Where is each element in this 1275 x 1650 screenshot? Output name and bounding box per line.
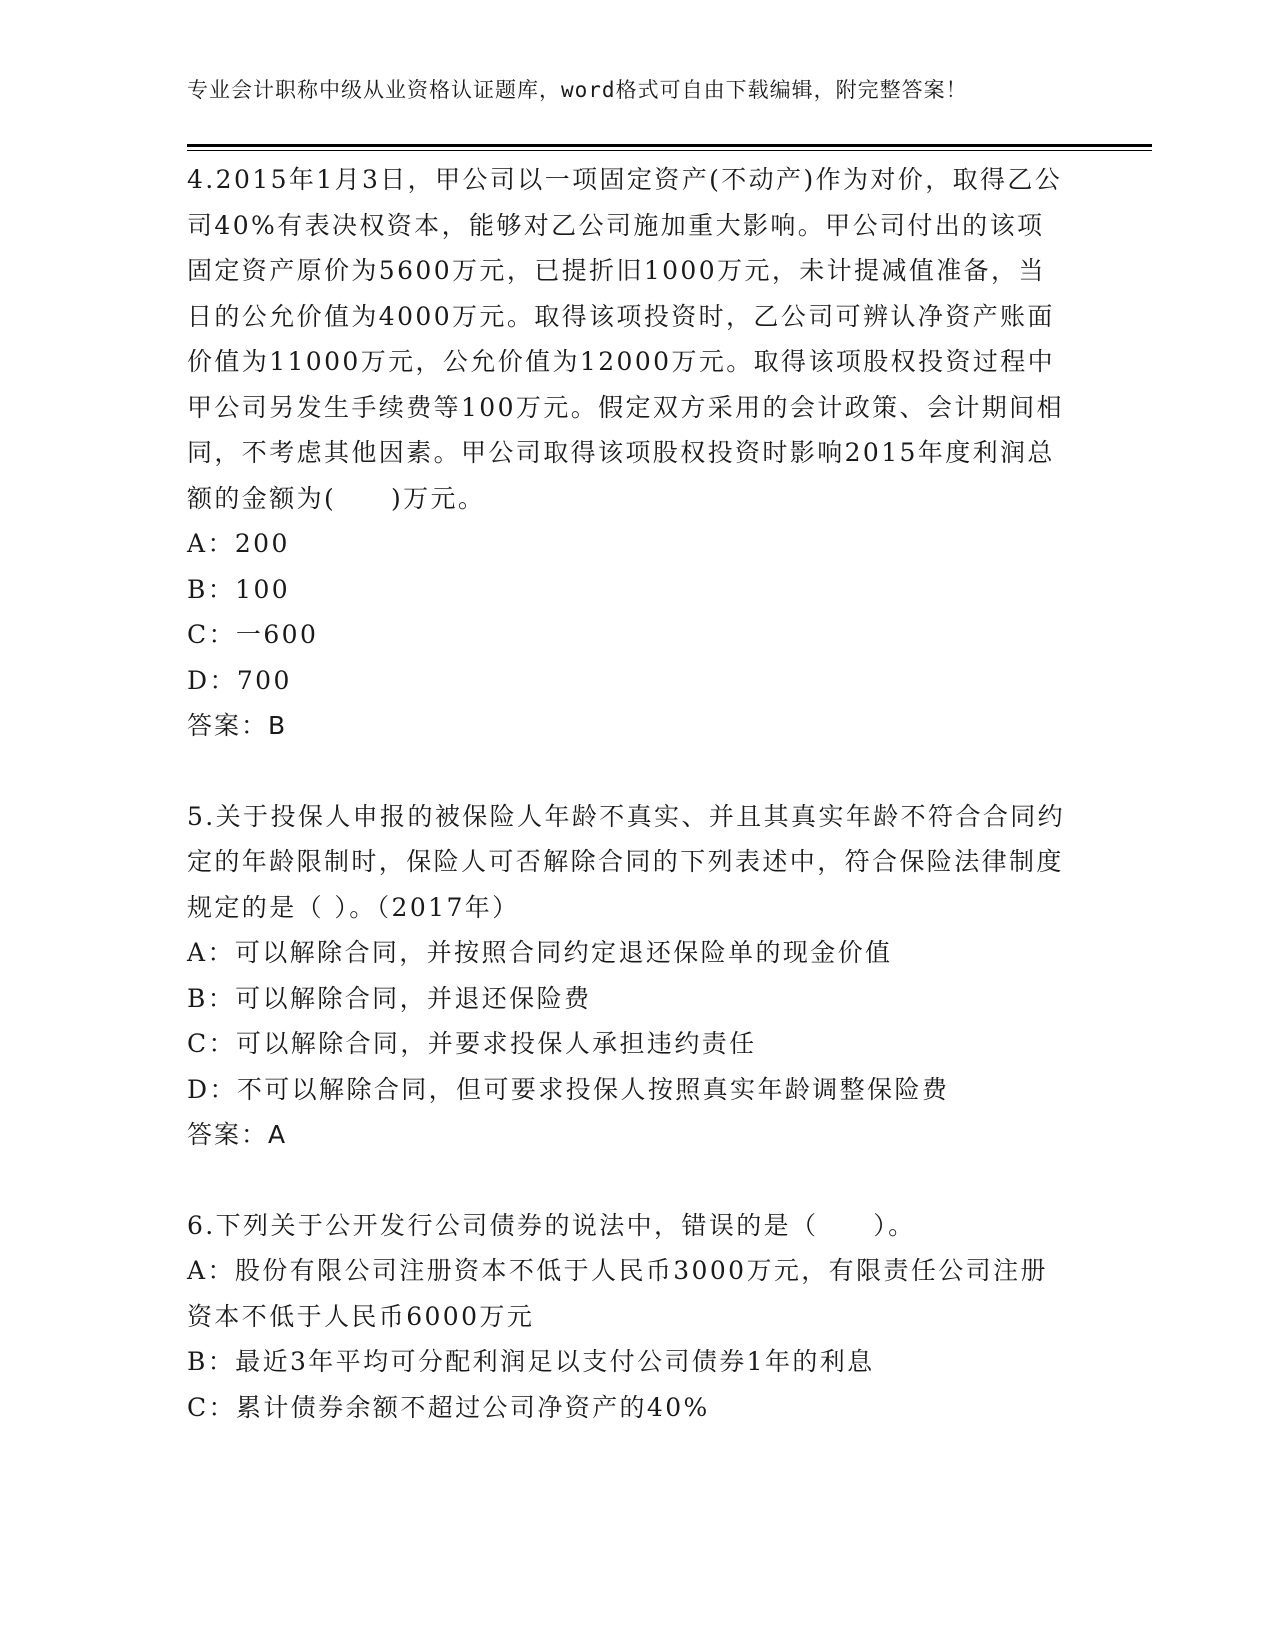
answer-line: 答案：B	[187, 711, 288, 740]
question-stem: 6.下列关于公开发行公司债券的说法中，错误的是（ ）。	[187, 1210, 916, 1240]
option-a: A：股份有限公司注册资本不低于人民币3000万元，有限责任公司注册资本不低于人民币6000万元	[187, 1256, 1048, 1331]
question-4	[187, 157, 1067, 749]
option-d: D：不可以解除合同，但可要求投保人按照真实年龄调整保险费	[187, 1074, 950, 1104]
header-rule-thin	[187, 150, 1152, 151]
question-list	[187, 157, 1067, 1430]
question-stem: 5.关于投保人申报的被保险人年龄不真实、并且其真实年龄不符合合同约定的年龄限制时，保险人可否解除合同的下列表述中，符合保险法律制度规定的是（ ）。（2017年）	[187, 801, 1066, 922]
page-header: 专业会计职称中级从业资格认证题库，word格式可自由下载编辑，附完整答案！	[187, 78, 968, 102]
option-b: B：最近3年平均可分配利润足以支付公司债券1年的利息	[187, 1347, 875, 1376]
question-6	[187, 1203, 1067, 1431]
option-d: D：700	[187, 665, 292, 695]
option-c: C：一600	[187, 620, 319, 649]
option-b: B：100	[187, 574, 291, 604]
question-stem: 4.2015年1月3日，甲公司以一项固定资产(不动产)作为对价，取得乙公司40%有表决权资本，能够对乙公司施加重大影响。甲公司付出的该项固定资产原价为5600万元，已提折旧1000万元，未计提减值准备，当日的公允价值为4000万元。取得该项投资时，乙公司可辨认净资产账面价值为11000万元，公允价值为12000万元。取得该项股权投资过程中甲公司另发生手续费等100万元。假定双方采用的会计政策、会计期间相同，不考虑其他因素。甲公司取得该项股权投资时影响2015年度利润总额的金额为( )万元。	[187, 165, 1064, 513]
option-c: C：可以解除合同，并要求投保人承担违约责任	[187, 1029, 757, 1058]
option-c: C：累计债券余额不超过公司净资产的40%	[187, 1392, 710, 1422]
question-spacer	[187, 749, 1067, 794]
option-b: B：可以解除合同，并退还保险费	[187, 983, 592, 1013]
header-rule-thick	[187, 144, 1152, 147]
option-a: A：可以解除合同，并按照合同约定退还保险单的现金价值	[187, 938, 893, 967]
question-spacer	[187, 1158, 1067, 1203]
answer-line: 答案：A	[187, 1120, 288, 1149]
question-5	[187, 794, 1067, 1158]
option-a: A：200	[187, 529, 290, 558]
